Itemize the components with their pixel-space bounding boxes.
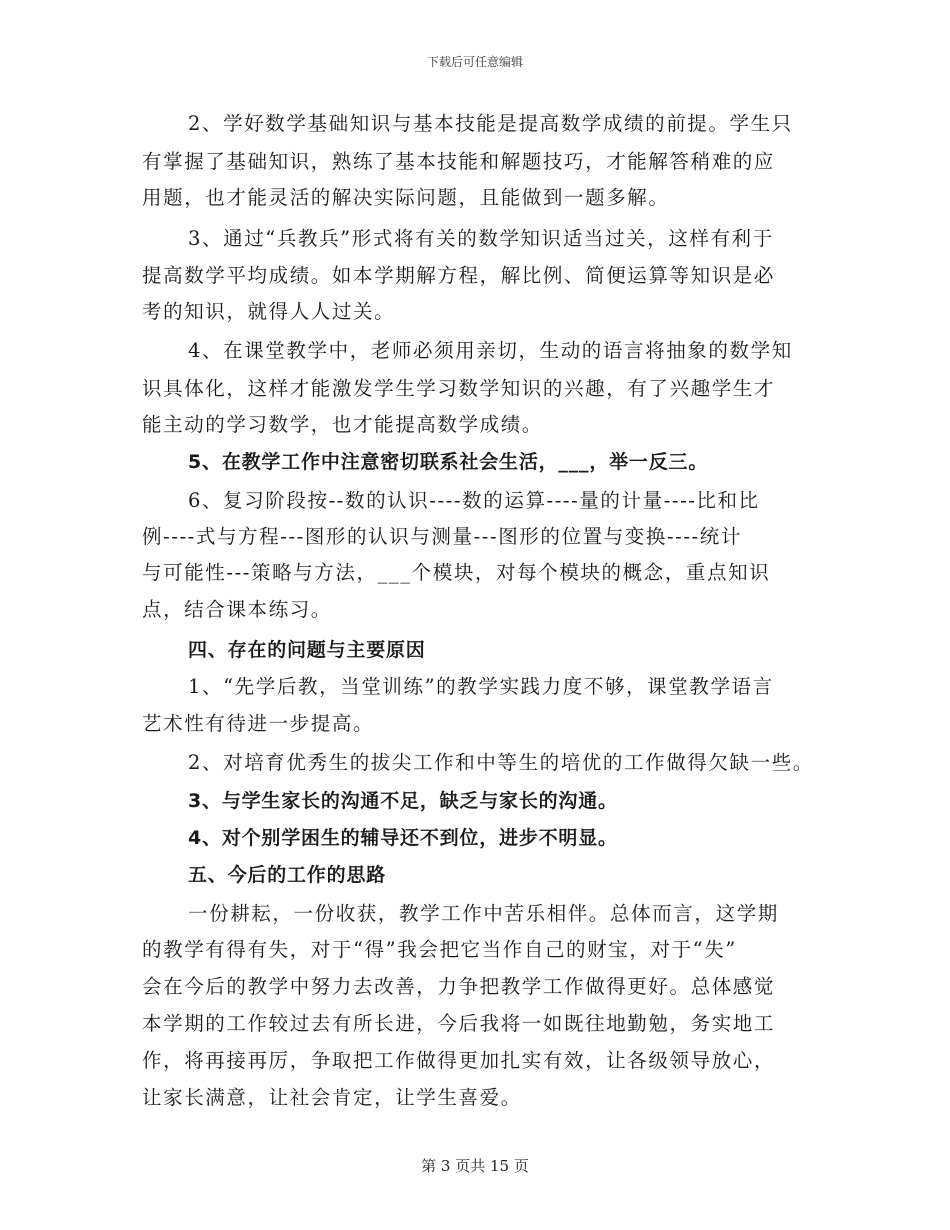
paragraph-line: 6、复习阶段按--数的认识----数的运算----量的计量----比和比 <box>188 489 760 512</box>
paragraph-line: 一份耕耘，一份收获，教学工作中苦乐相伴。总体而言，这学期 <box>188 902 779 925</box>
paragraph-line: 1、“先学后教，当堂训练”的教学实践力度不够，课堂教学语言 <box>188 675 774 698</box>
bold-paragraph-line: 3、与学生家长的沟通不足，缺乏与家长的沟通。 <box>188 790 618 812</box>
paragraph-line: 用题，也才能灵活的解决实际问题，且能做到一题多解。 <box>142 186 670 209</box>
paragraph-line: 艺术性有待进一步提高。 <box>142 712 375 735</box>
paragraph-line: 提高数学平均成绩。如本学期解方程，解比例、简便运算等知识是必 <box>142 264 776 287</box>
paragraph-line: 识具体化，这样才能激发学生学习数学知识的兴趣，有了兴趣学生才 <box>142 377 776 400</box>
paragraph-line: 考的知识，就得人人过关。 <box>142 300 396 323</box>
bold-paragraph-line: 5、在教学工作中注意密切联系社会生活，___，举一反三。 <box>188 451 709 473</box>
paragraph-line: 会在今后的教学中努力去改善，力争把教学工作做得更好。总体感觉 <box>142 975 776 998</box>
paragraph-line: 有掌握了基础知识，熟练了基本技能和解题技巧，才能解答稍难的应 <box>142 150 776 173</box>
bold-paragraph-line: 4、对个别学困生的辅导还不到位，进步不明显。 <box>188 827 618 849</box>
paragraph-line: 3、通过“兵教兵”形式将有关的数学知识适当过关，这样有利于 <box>188 227 774 250</box>
paragraph-line: 2、学好数学基础知识与基本技能是提高数学成绩的前提。学生只 <box>188 112 793 135</box>
section-heading: 四、存在的问题与主要原因 <box>188 639 426 661</box>
paragraph-line: 作，将再接再厉，争取把工作做得更加扎实有效，让各级领导放心， <box>142 1049 776 1072</box>
section-heading: 五、今后的工作的思路 <box>188 864 387 886</box>
paragraph-line: 让家长满意，让社会肯定，让学生喜爱。 <box>142 1086 522 1109</box>
paragraph-line: 2、对培育优秀生的拔尖工作和中等生的培优的工作做得欠缺一些。 <box>188 751 814 774</box>
paragraph-line: 能主动的学习数学，也才能提高数学成绩。 <box>142 413 543 436</box>
page-footer: 第 3 页共 15 页 <box>421 1157 529 1175</box>
paragraph-line: 与可能性---策略与方法，___个模块，对每个模块的概念，重点知识 <box>142 561 771 584</box>
paragraph-line: 4、在课堂教学中，老师必须用亲切，生动的语言将抽象的数学知 <box>188 339 793 362</box>
page-header: 下载后可任意编辑 <box>426 55 523 69</box>
paragraph-line: 点，结合课本练习。 <box>142 598 332 621</box>
paragraph-line: 本学期的工作较过去有所长进，今后我将一如既往地勤勉，务实地工 <box>142 1012 776 1035</box>
paragraph-line: 的教学有得有失，对于“得”我会把它当作自己的财宝，对于“失” <box>142 938 737 961</box>
paragraph-line: 例----式与方程---图形的认识与测量---图形的位置与变换----统计 <box>142 525 742 548</box>
